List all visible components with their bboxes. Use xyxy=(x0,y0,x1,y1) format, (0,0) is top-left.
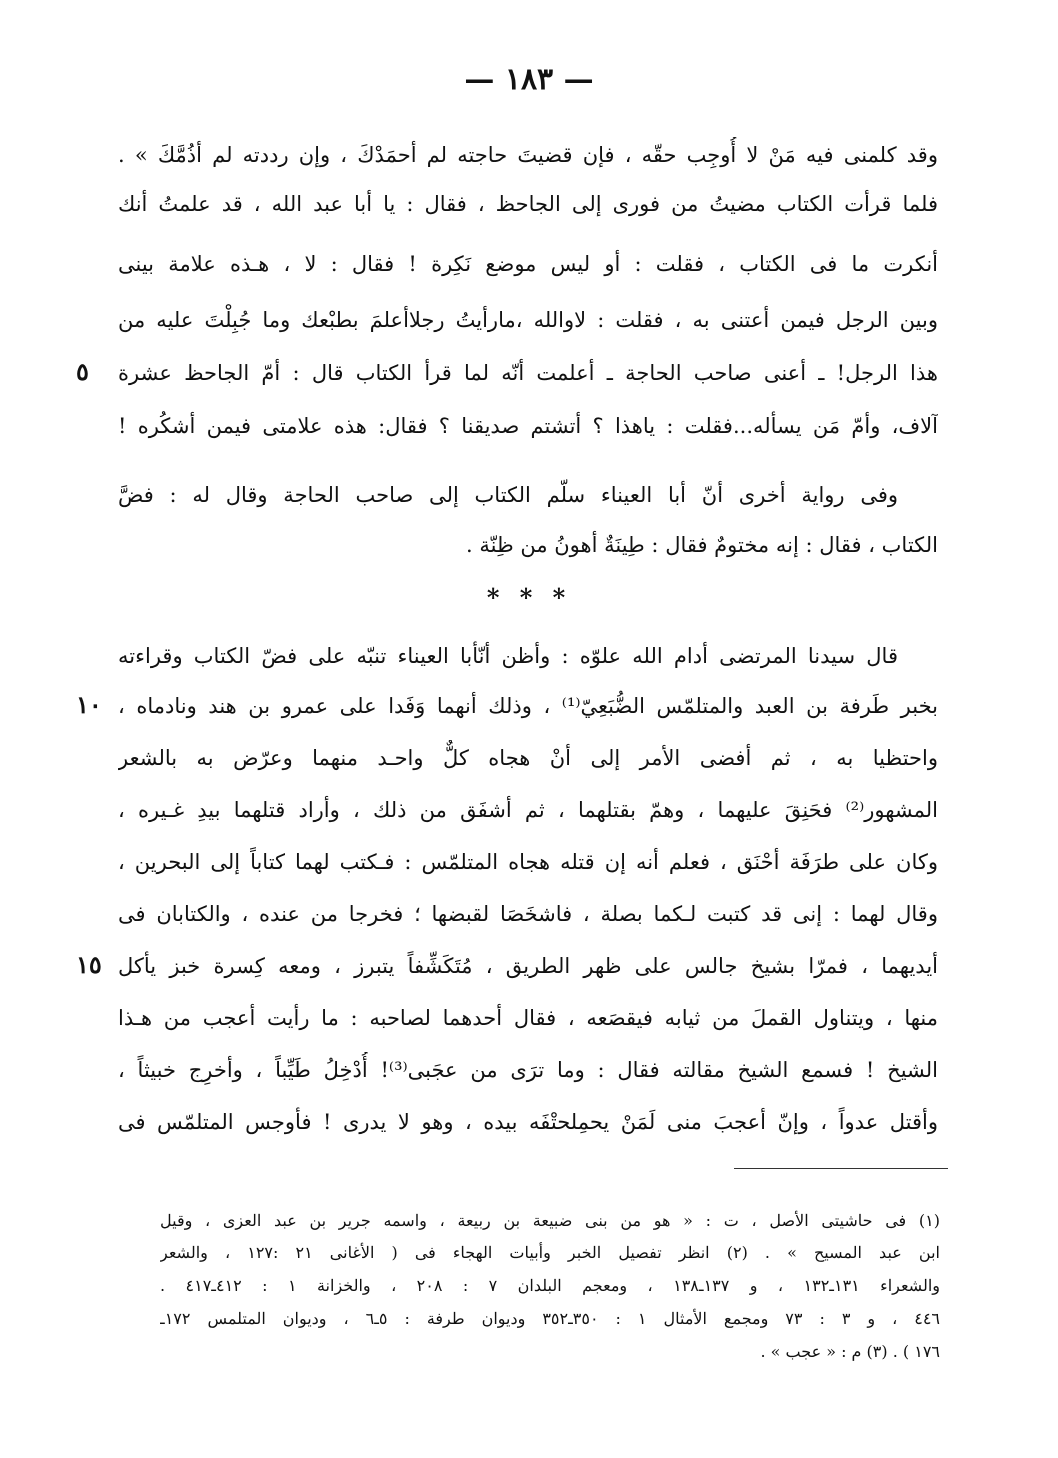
footnote-line: ٤٤٦ ، و ٣ : ٧٣ ومجمع الأمثال ١ : ٣٥٠ـ٣٥٢ وديوان طرفة : ٥ـ٦ ، وديوان المتلمس ١٧٢ـ xyxy=(160,1309,940,1328)
section-separator: * * * xyxy=(486,583,572,612)
text-line: واحتظيا به ، ثم أفضى الأمر إلى أنْ هجاه كلٌّ واحـد منهما وعرّض به بالشعر xyxy=(118,746,938,770)
text-line: هذا الرجل! ـ أعنى صاحب الحاجة ـ أعلمت أنّه لما قرأ الكتاب قال : أمّ الجاحظ عشرة xyxy=(118,361,938,385)
text-line: الكتاب ، فقال : إنه مختومٌ فقال : طِينَةٌ أهونُ من ظِنّة . xyxy=(466,533,938,557)
line-number-5: ٥ xyxy=(76,357,89,386)
text-line: بخبر طَرفة بن العبد والمتلمّس الضُّبَعِيّ⁽¹⁾ ، وذلك أنهما وَفَدا على عمرو بن هند ونادماه ، xyxy=(118,694,938,718)
text-line: وقد كلمنى فيه مَنْ لا أُوجِب حقّه ، فإن قضيتَ حاجته لم أحمَدْكَ ، وإن رددته لم أذُمَّكَ » . xyxy=(118,143,938,167)
text-line: فلما قرأت الكتاب مضيتُ من فورى إلى الجاحظ ، فقال : يا أبا عبد الله ، قد علمتُ أنك xyxy=(118,192,938,216)
footnote-line: ١٧٦ ) . (٣) م : « عجب » . xyxy=(760,1342,940,1361)
text-line: وقال لهما : إنى قد كتبت لـكما بصلة ، فاشخَصَا لقبضها ؛ فخرجا من عنده ، والكتابان فى xyxy=(118,902,938,926)
footnote-line: (١) فى حاشيتى الأصل ، ت : « هو من بنى ضبيعة بن ربيعة ، واسمه جرير بن عبد العزى ، وقيل xyxy=(160,1211,940,1230)
text-line: أيديهما ، فمرّا بشيخ جالس على ظهر الطريق ، مُتَكَشِّفاً يتبرز ، ومعه كِسرة خبز يأكل xyxy=(118,954,938,978)
text-line: الشيخ ! فسمع الشيخ مقالته فقال : وما ترَى من عجَبى⁽³⁾! أُدْخِلُ طَيِّباً ، وأخرِج خبيثاً ، xyxy=(118,1058,938,1082)
footnote-divider xyxy=(734,1168,948,1169)
text-line: المشهور⁽²⁾ فحَنِقَ عليهما ، وهمّ بقتلهما ، ثم أشفَق من ذلك ، وأراد قتلهما بيدِ غـيره ، xyxy=(118,798,938,822)
text-line: وبين الرجل فيمن أعتنى به ، فقلت : لاوالله ،مارأيتُ رجلاأعلمَ بطبْعك وما جُبِلْتَ عليه من xyxy=(118,308,938,332)
text-line: وكان على طرَفَة أحْنَق ، فعلم أنه إن قتله هجاه المتلمّس : فـكتب لهما كتاباً إلى البحرين ، xyxy=(118,850,938,874)
text-line: آلاف، وأمّ مَن يسأله...فقلت : ياهذا ؟ أتشتم صديقنا ؟ فقال: هذه علامتى فيمن أشكُره ! xyxy=(118,414,938,438)
page-number: — ١٨٣ — xyxy=(464,62,594,97)
line-number-15: ١٥ xyxy=(76,950,102,979)
text-line: منها ، ويتناول القملَ من ثيابه فيقصَعه ، فقال أحدهما لصاحبه : ما رأيت أعجب من هـذا xyxy=(118,1006,938,1030)
footnote-line: ابن عبد المسيح » . (٢) انظر تفصيل الخبر وأبيات الهجاء فى ( الأغانى ٢١ :١٢٧ ، والشعر xyxy=(160,1243,940,1262)
text-line: وأقتل عدواً ، وإنّ أعجبَ منى لَمَنْ يحمِلحتْفَه بيده ، وهو لا يدرى ! فأوجس المتلمّس فى xyxy=(118,1110,938,1134)
text-line: أنكرت ما فى الكتاب ، فقلت : أو ليس موضع نَكِرة ! فقال : لا ، هـذه علامة بينى xyxy=(118,252,938,276)
text-line: وفى رواية أخرى أنّ أبا العيناء سلّم الكتاب إلى صاحب الحاجة وقال له : فضَّ xyxy=(118,483,898,507)
text-line: قال سيدنا المرتضى أدام الله علوّه : وأظن أنّأبا العيناء تنبّه على فضّ الكتاب وقراءته xyxy=(118,644,898,668)
line-number-10: ١٠ xyxy=(76,690,102,719)
footnote-line: والشعراء ١٣١ـ١٣٢ ، و ١٣٧ـ١٣٨ ، ومعجم البلدان ٧ : ٢٠٨ ، والخزانة ١ : ٤١٢ـ٤١٧ . xyxy=(160,1276,940,1295)
